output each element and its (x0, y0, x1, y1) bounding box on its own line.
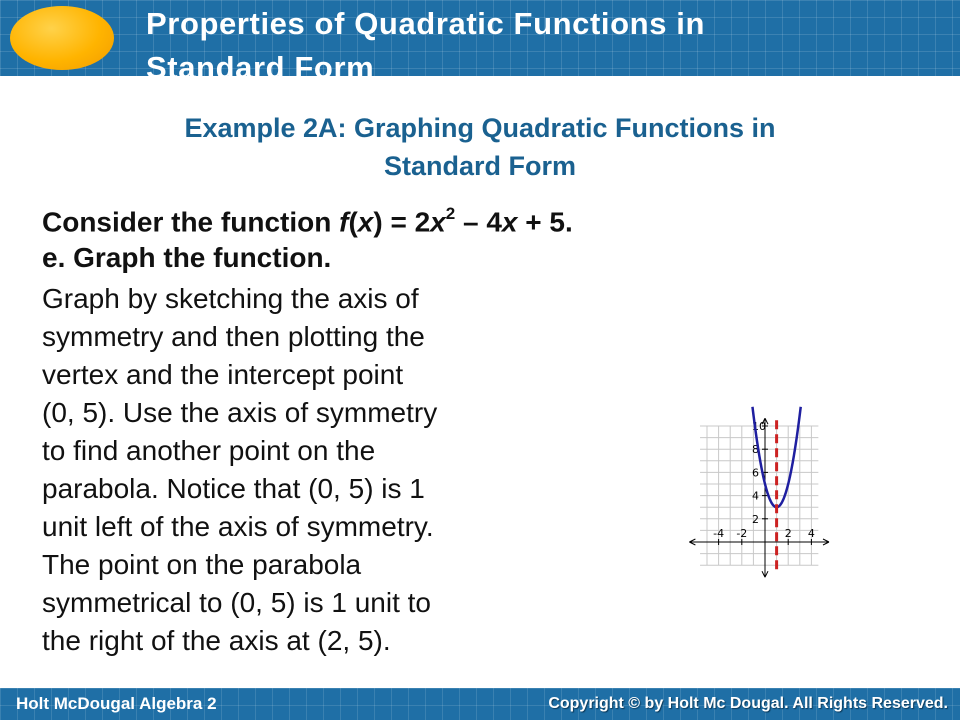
function-name: f (339, 206, 349, 238)
explanation-line: to find another point on the (42, 435, 376, 466)
explanation-line: (0, 5). Use the axis of symmetry (42, 397, 438, 428)
slide-title-line1: Properties of Quadratic Functions in (146, 6, 705, 41)
y-tick-label: 8 (752, 443, 759, 457)
x-tick-label: -2 (736, 527, 748, 540)
part-e-heading: e. Graph the function. (42, 242, 332, 273)
example-heading-line2: Standard Form (383, 151, 577, 181)
statement-prefix: Consider the function (42, 206, 340, 238)
variable-x: x (501, 206, 518, 238)
equals-coefficient: ) = 2 (373, 206, 431, 238)
function-statement (42, 196, 922, 242)
explanation-text (42, 280, 602, 660)
paren-open: ( (348, 206, 358, 238)
example-heading-line1: Example 2A: Graphing Quadratic Functions in (184, 113, 776, 143)
x-tick-label: 4 (807, 527, 815, 540)
explanation-line: unit left of the axis of symmetry. (42, 511, 434, 542)
variable-x: x (430, 206, 446, 238)
y-tick-label: 4 (752, 489, 759, 503)
y-tick-label: 10 (752, 420, 766, 433)
explanation-line: vertex and the intercept point (42, 359, 404, 390)
footer-bar (0, 688, 960, 720)
linear-term: – 4 (455, 206, 502, 238)
explanation-line: the right of the axis at (2, 5). (42, 625, 391, 656)
slide-title-line2: Standard Form (146, 50, 375, 85)
constant-term: + 5. (517, 206, 573, 238)
y-tick-label: 2 (752, 512, 759, 526)
explanation-line: The point on the parabola (42, 549, 362, 580)
explanation-line: parabola. Notice that (0, 5) is 1 (42, 473, 425, 504)
explanation-line: symmetrical to (0, 5) is 1 unit to (42, 587, 432, 618)
slide-title (146, 2, 946, 90)
decorative-oval (10, 6, 114, 70)
footer-copyright: Copyright © by Holt Mc Dougal. All Rights Reserved. (548, 695, 948, 712)
example-heading (40, 109, 920, 185)
x-tick-label: -4 (713, 527, 725, 540)
explanation-line: symmetry and then plotting the (42, 321, 425, 352)
variable-x: x (357, 206, 374, 238)
header-bar (0, 0, 960, 85)
parabola-graph (625, 315, 915, 585)
footer-course: Holt McDougal Algebra 2 (16, 694, 217, 713)
y-tick-label: 6 (752, 466, 759, 480)
x-tick-label: 2 (784, 527, 792, 540)
explanation-line: Graph by sketching the axis of (42, 283, 419, 314)
exponent: 2 (445, 204, 456, 223)
